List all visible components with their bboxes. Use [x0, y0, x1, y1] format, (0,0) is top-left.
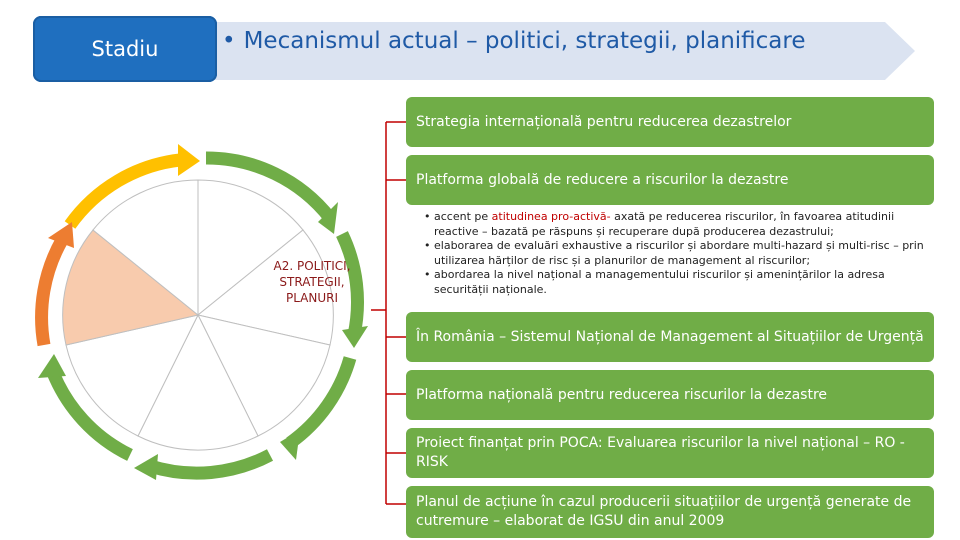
- policy-item-5-text: Proiect finanțat prin POCA: Evaluarea riscurilor la nivel național – RO -RISK: [416, 435, 905, 470]
- page-title-text: Mecanismul actual – politici, strategii, planificare: [243, 28, 806, 54]
- policy-item-5: [406, 428, 934, 478]
- policy-item-4-text: Platforma națională pentru reducerea riscurilor la dezastre: [416, 386, 828, 403]
- policy-item-3: [406, 312, 934, 362]
- policy-item-6: [406, 486, 934, 538]
- center-label: A2. POLITICI, STRATEGII, PLANURI: [273, 259, 351, 305]
- policy-item-2-text: Platforma globală de reducere a riscurilor la dezastre: [416, 171, 789, 188]
- bullet-icon: •: [222, 28, 236, 54]
- sub-bullet-1: • accent pe atitudinea pro-activă- axată pe reducerea riscurilor, în favoarea atitudinii reactive – bazată pe răspuns și recuperare după producerea dezastrului;: [424, 210, 936, 239]
- sub-bullet-2: • elaborarea de evaluări exhaustive a riscurilor și abordare multi-hazard și multi-risc – prin utilizarea hărților de risc și a planurilor de management al riscurilor;: [424, 239, 936, 268]
- policy-item-1-text: Strategia internațională pentru reducerea dezastrelor: [416, 113, 792, 130]
- policy-item-2: [406, 155, 934, 205]
- policy-item-1: [406, 97, 934, 147]
- policy-item-3-text: În România – Sistemul Național de Management al Situațiilor de Urgență: [416, 328, 924, 345]
- policy-item-6-text: Planul de acțiune în cazul producerii situațiilor de urgență generate de cutremure – elaborat de IGSU din anul 2009: [416, 494, 912, 529]
- highlight-proactive: atitudinea pro-activă-: [491, 210, 611, 223]
- policy-item-4: [406, 370, 934, 420]
- policy-sub-bullets: [424, 210, 936, 297]
- stage-label: Stadiu: [91, 37, 159, 61]
- sub-bullet-3: • abordarea la nivel național a managementului riscurilor și amenințărilor la adresa securității naționale.: [424, 268, 936, 297]
